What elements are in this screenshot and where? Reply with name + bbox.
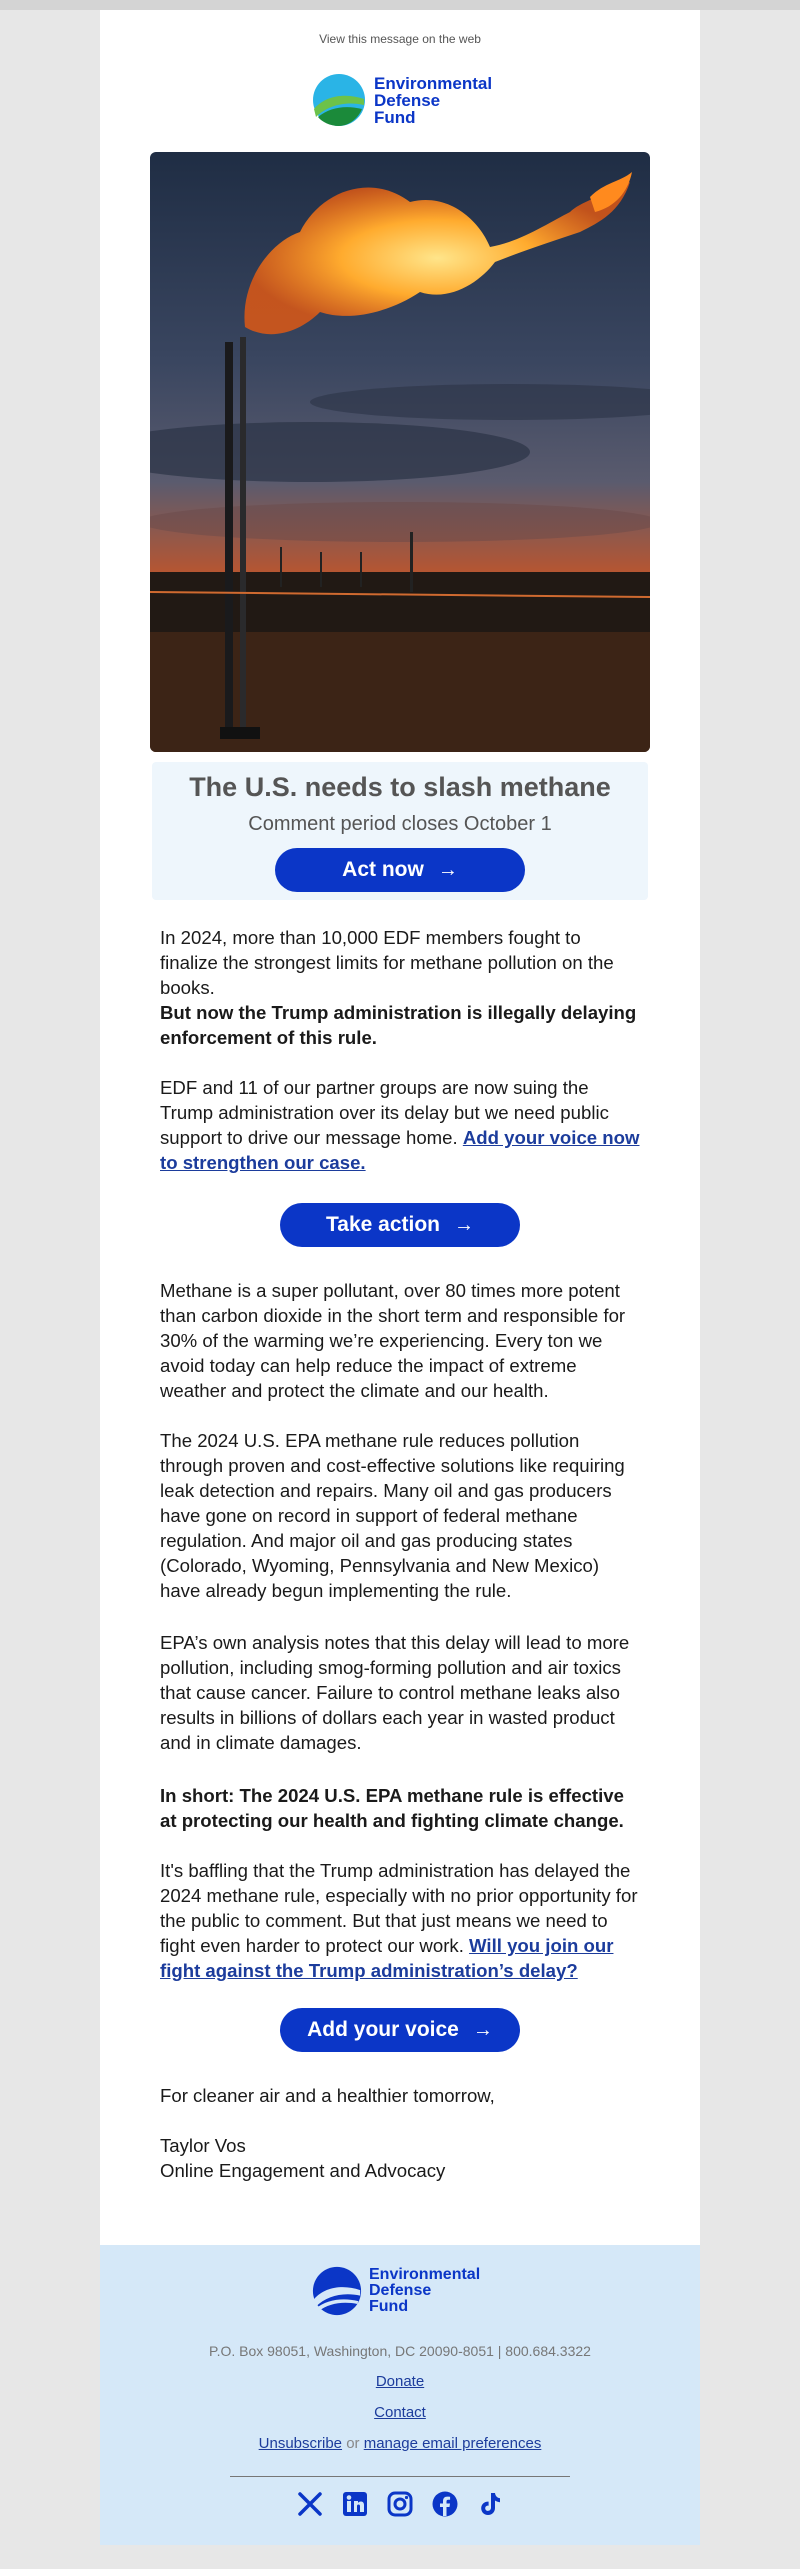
arrow-right-icon: → [437,858,458,881]
footer-logo-line2: Defense [369,2282,432,2299]
footer-logo-line3: Fund [369,2298,409,2315]
signature [160,2133,640,2183]
closing-text: For cleaner air and a healthier tomorrow, [160,2085,495,2106]
body-paragraph-4 [160,1278,640,1403]
add-your-voice-label: Add your voice [307,2018,459,2041]
footer-preferences [100,2435,700,2452]
body-paragraph-6 [160,1630,640,1755]
p8-text: It's baffling that the Trump administration has delayed the 2024 methane rule, especially with no prior opportunity for the public to comment. But that just means we need to fight even harder to protect our work. [160,1860,638,1956]
closing-line [160,2083,640,2108]
p3-text: EDF and 11 of our partner groups are now suing the Trump administration over its delay but we need public support to drive our message home. [160,1077,609,1148]
footer-logo-line1: Environmental [369,2266,481,2283]
body-paragraph-2 [160,1000,640,1050]
x-icon[interactable] [296,2490,324,2518]
contact-link[interactable]: Contact [374,2404,426,2421]
p1-text: In 2024, more than 10,000 EDF members fought to finalize the strongest limits for methane pollution on the books. [160,927,614,998]
cta-subtitle: Comment period closes October 1 [248,813,552,835]
logo-line3: Fund [374,107,416,127]
p5-text: The 2024 U.S. EPA methane rule reduces pollution through proven and cost-effective solutions like requiring leak detection and repairs. Many oil and gas producers have gone on record in support of federal methane regulation. And major oil and gas producing states (Colorado, Wyoming, Pennsylvania and New Mexico) have already begun implementing the rule. [160,1430,625,1601]
instagram-icon[interactable] [386,2490,414,2518]
p2-text: But now the Trump administration is illegally delaying enforcement of this rule. [160,1002,637,1048]
edf-logo-mark-icon [312,2266,362,2316]
act-now-label: Act now [342,858,424,881]
body-paragraph-1 [160,925,640,1000]
p4-text: Methane is a super pollutant, over 80 times more potent than carbon dioxide in the short term and responsible for 30% of the warming we’re experiencing. Every ton we avoid today can help reduce the impact of extreme weather and protect the climate and our health. [160,1280,626,1401]
view-on-web-link[interactable]: View this message on the web [319,32,481,46]
logo-line2: Defense [374,90,441,110]
strengthen-case-link[interactable]: Add your voice now to strengthen our case. [160,1127,640,1173]
add-your-voice-button[interactable] [280,2008,520,2052]
or-text: or [346,2435,360,2452]
linkedin-icon[interactable] [341,2490,369,2518]
take-action-button[interactable] [280,1203,520,1247]
top-strip [0,0,800,10]
footer-divider [230,2476,570,2477]
body-paragraph-8 [160,1858,640,1983]
unsubscribe-link[interactable]: Unsubscribe [258,2435,343,2452]
signature-name: Taylor Vos [160,2135,246,2156]
take-action-label: Take action [326,1213,440,1236]
body-paragraph-7 [160,1783,640,1833]
hero-image[interactable] [150,152,650,752]
manage-preferences-link[interactable]: manage email preferences [363,2435,542,2452]
act-now-button[interactable] [275,848,525,892]
logo-wordmark [374,75,492,126]
tiktok-icon[interactable] [476,2490,504,2518]
footer-edf-logo[interactable] [312,2266,480,2316]
donate-link[interactable]: Donate [375,2373,425,2390]
facebook-icon[interactable] [431,2490,459,2518]
arrow-right-icon: → [472,2018,493,2041]
p6-text: EPA’s own analysis notes that this delay will lead to more pollution, including smog-forming pollution and air toxics that cause cancer. Failure to control methane leaks also results in billions of dollars each year in wasted product and in climate damages. [160,1632,630,1753]
edf-logo[interactable] [312,73,492,127]
join-fight-link[interactable]: Will you join our fight against the Trump administration’s delay? [160,1935,614,1981]
social-links [100,2490,700,2518]
footer-contact [100,2404,700,2421]
gas-flare-photo [150,152,650,752]
signature-title: Online Engagement and Advocacy [160,2160,446,2181]
footer-address: P.O. Box 98051, Washington, DC 20090-8051 | 800.684.3322 [209,2343,591,2359]
email-card [100,10,700,2245]
add-voice-row [100,2008,700,2052]
footer-donate [100,2373,700,2390]
body-paragraph-5 [160,1428,640,1603]
footer-logo-wordmark [369,2267,480,2315]
cta-title: The U.S. needs to slash methane [189,772,611,802]
cta-panel [152,762,648,900]
edf-logo-mark-icon [312,73,366,127]
body-paragraph-3 [160,1075,640,1175]
p7-text: In short: The 2024 U.S. EPA methane rule is effective at protecting our health and fighting climate change. [160,1785,624,1831]
arrow-right-icon: → [453,1213,474,1236]
logo-line1: Environmental [374,73,493,93]
take-action-row [100,1203,700,1247]
